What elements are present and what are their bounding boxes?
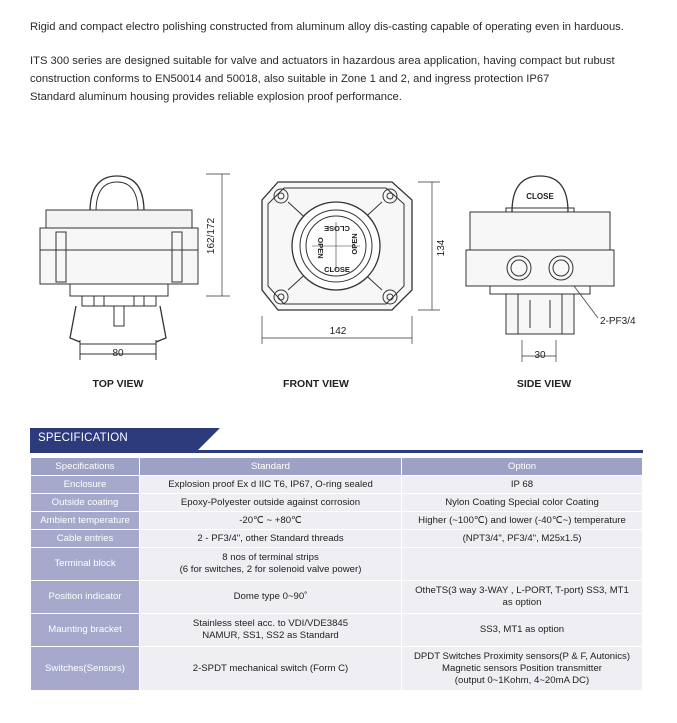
- table-row: [31, 581, 643, 614]
- front-view-dim-width: 142: [329, 326, 347, 337]
- spec-option: SS3, MT1 as option: [402, 614, 643, 647]
- spec-label: Cable entries: [31, 530, 140, 548]
- spec-label: Switches(Sensors): [31, 647, 140, 691]
- spec-header-rule: [30, 450, 643, 453]
- front-view-drawing: [262, 182, 440, 344]
- table-row: [31, 476, 643, 494]
- table-row: [31, 548, 643, 581]
- spec-standard: 8 nos of terminal strips (6 for switches, 2 for solenoid valve power): [140, 548, 402, 581]
- spec-option: OtheTS(3 way 3-WAY , L-PORT, T-port) SS3, MT1 as option: [402, 581, 643, 614]
- spec-standard: Dome type 0~90˚: [140, 581, 402, 614]
- front-view-dim-height: 134: [436, 239, 447, 257]
- spec-option: DPDT Switches Proximity sensors(P & F, Autonics) Magnetic sensors Position transmitter (output 0~1Kohm, 4~20mA DC): [402, 647, 643, 691]
- spec-label: Maunting bracket: [31, 614, 140, 647]
- spec-standard: Stainless steel acc. to VDI/VDE3845 NAMUR, SS1, SS2 as Standard: [140, 614, 402, 647]
- spec-col-specifications: Specifications: [31, 458, 140, 476]
- intro-line-4: Standard aluminum housing provides reliable explosion proof performance.: [30, 91, 402, 103]
- spec-standard: -20℃ ~ +80℃: [140, 512, 402, 530]
- intro-line-2: ITS 300 series are designed suitable for valve and actuators in hazardous area application, having compact but rubust: [30, 55, 615, 67]
- front-view-label: FRONT VIEW: [283, 378, 349, 390]
- side-view-dim-width: 30: [534, 350, 546, 361]
- spec-label: Enclosure: [31, 476, 140, 494]
- spec-label: Outside coating: [31, 494, 140, 512]
- spec-standard: 2-SPDT mechanical switch (Form C): [140, 647, 402, 691]
- spec-label: Terminal block: [31, 548, 140, 581]
- front-dome-open-label-right: OPEN: [350, 233, 359, 255]
- side-dome-close-label: CLOSE: [526, 192, 554, 201]
- spec-col-option: Option: [402, 458, 643, 476]
- table-row: [31, 512, 643, 530]
- spec-label: Position indicator: [31, 581, 140, 614]
- front-dome-close-label: CLOSE: [324, 265, 350, 274]
- intro-line-1: Rigid and compact electro polishing constructed from aluminum alloy dis-casting capable of operating even in harduous.: [30, 21, 624, 33]
- spec-table: [30, 457, 643, 691]
- spec-label: Ambient temperature: [31, 512, 140, 530]
- spec-standard: Explosion proof Ex d IIC T6, IP67, O-ring sealed: [140, 476, 402, 494]
- table-row: [31, 530, 643, 548]
- intro-line-3: construction conforms to EN50014 and 50018, also suitable in Zone 1 and 2, and ingress protection IP67: [30, 73, 550, 85]
- spec-option: (NPT3/4", PF3/4", M25x1.5): [402, 530, 643, 548]
- top-view-drawing: [40, 174, 230, 360]
- spec-standard: Epoxy-Polyester outside against corrosion: [140, 494, 402, 512]
- table-row: [31, 614, 643, 647]
- front-dome-open-label: OPEN: [316, 237, 325, 259]
- side-view-drawing: [466, 176, 614, 362]
- spec-title: SPECIFICATION: [38, 432, 128, 444]
- intro-text: [30, 18, 660, 106]
- top-view-label: TOP VIEW: [92, 378, 144, 390]
- top-view-dim-height: 162/172: [206, 217, 217, 255]
- top-view-dim-width: 80: [112, 348, 124, 359]
- technical-drawings: [0, 160, 677, 400]
- table-row: [31, 494, 643, 512]
- spec-header-row: [31, 458, 643, 476]
- front-dome-close-label-top: CLOSE: [324, 224, 350, 233]
- side-view-callout: 2-PF3/4: [600, 316, 636, 327]
- spec-option: IP 68: [402, 476, 643, 494]
- table-row: [31, 647, 643, 691]
- spec-option: Nylon Coating Special color Coating: [402, 494, 643, 512]
- spec-option: Higher (~100℃) and lower (-40℃~) temperature: [402, 512, 643, 530]
- side-view-label: SIDE VIEW: [516, 378, 572, 390]
- spec-col-standard: Standard: [140, 458, 402, 476]
- spec-standard: 2 - PF3/4", other Standard threads: [140, 530, 402, 548]
- spec-option: [402, 548, 643, 581]
